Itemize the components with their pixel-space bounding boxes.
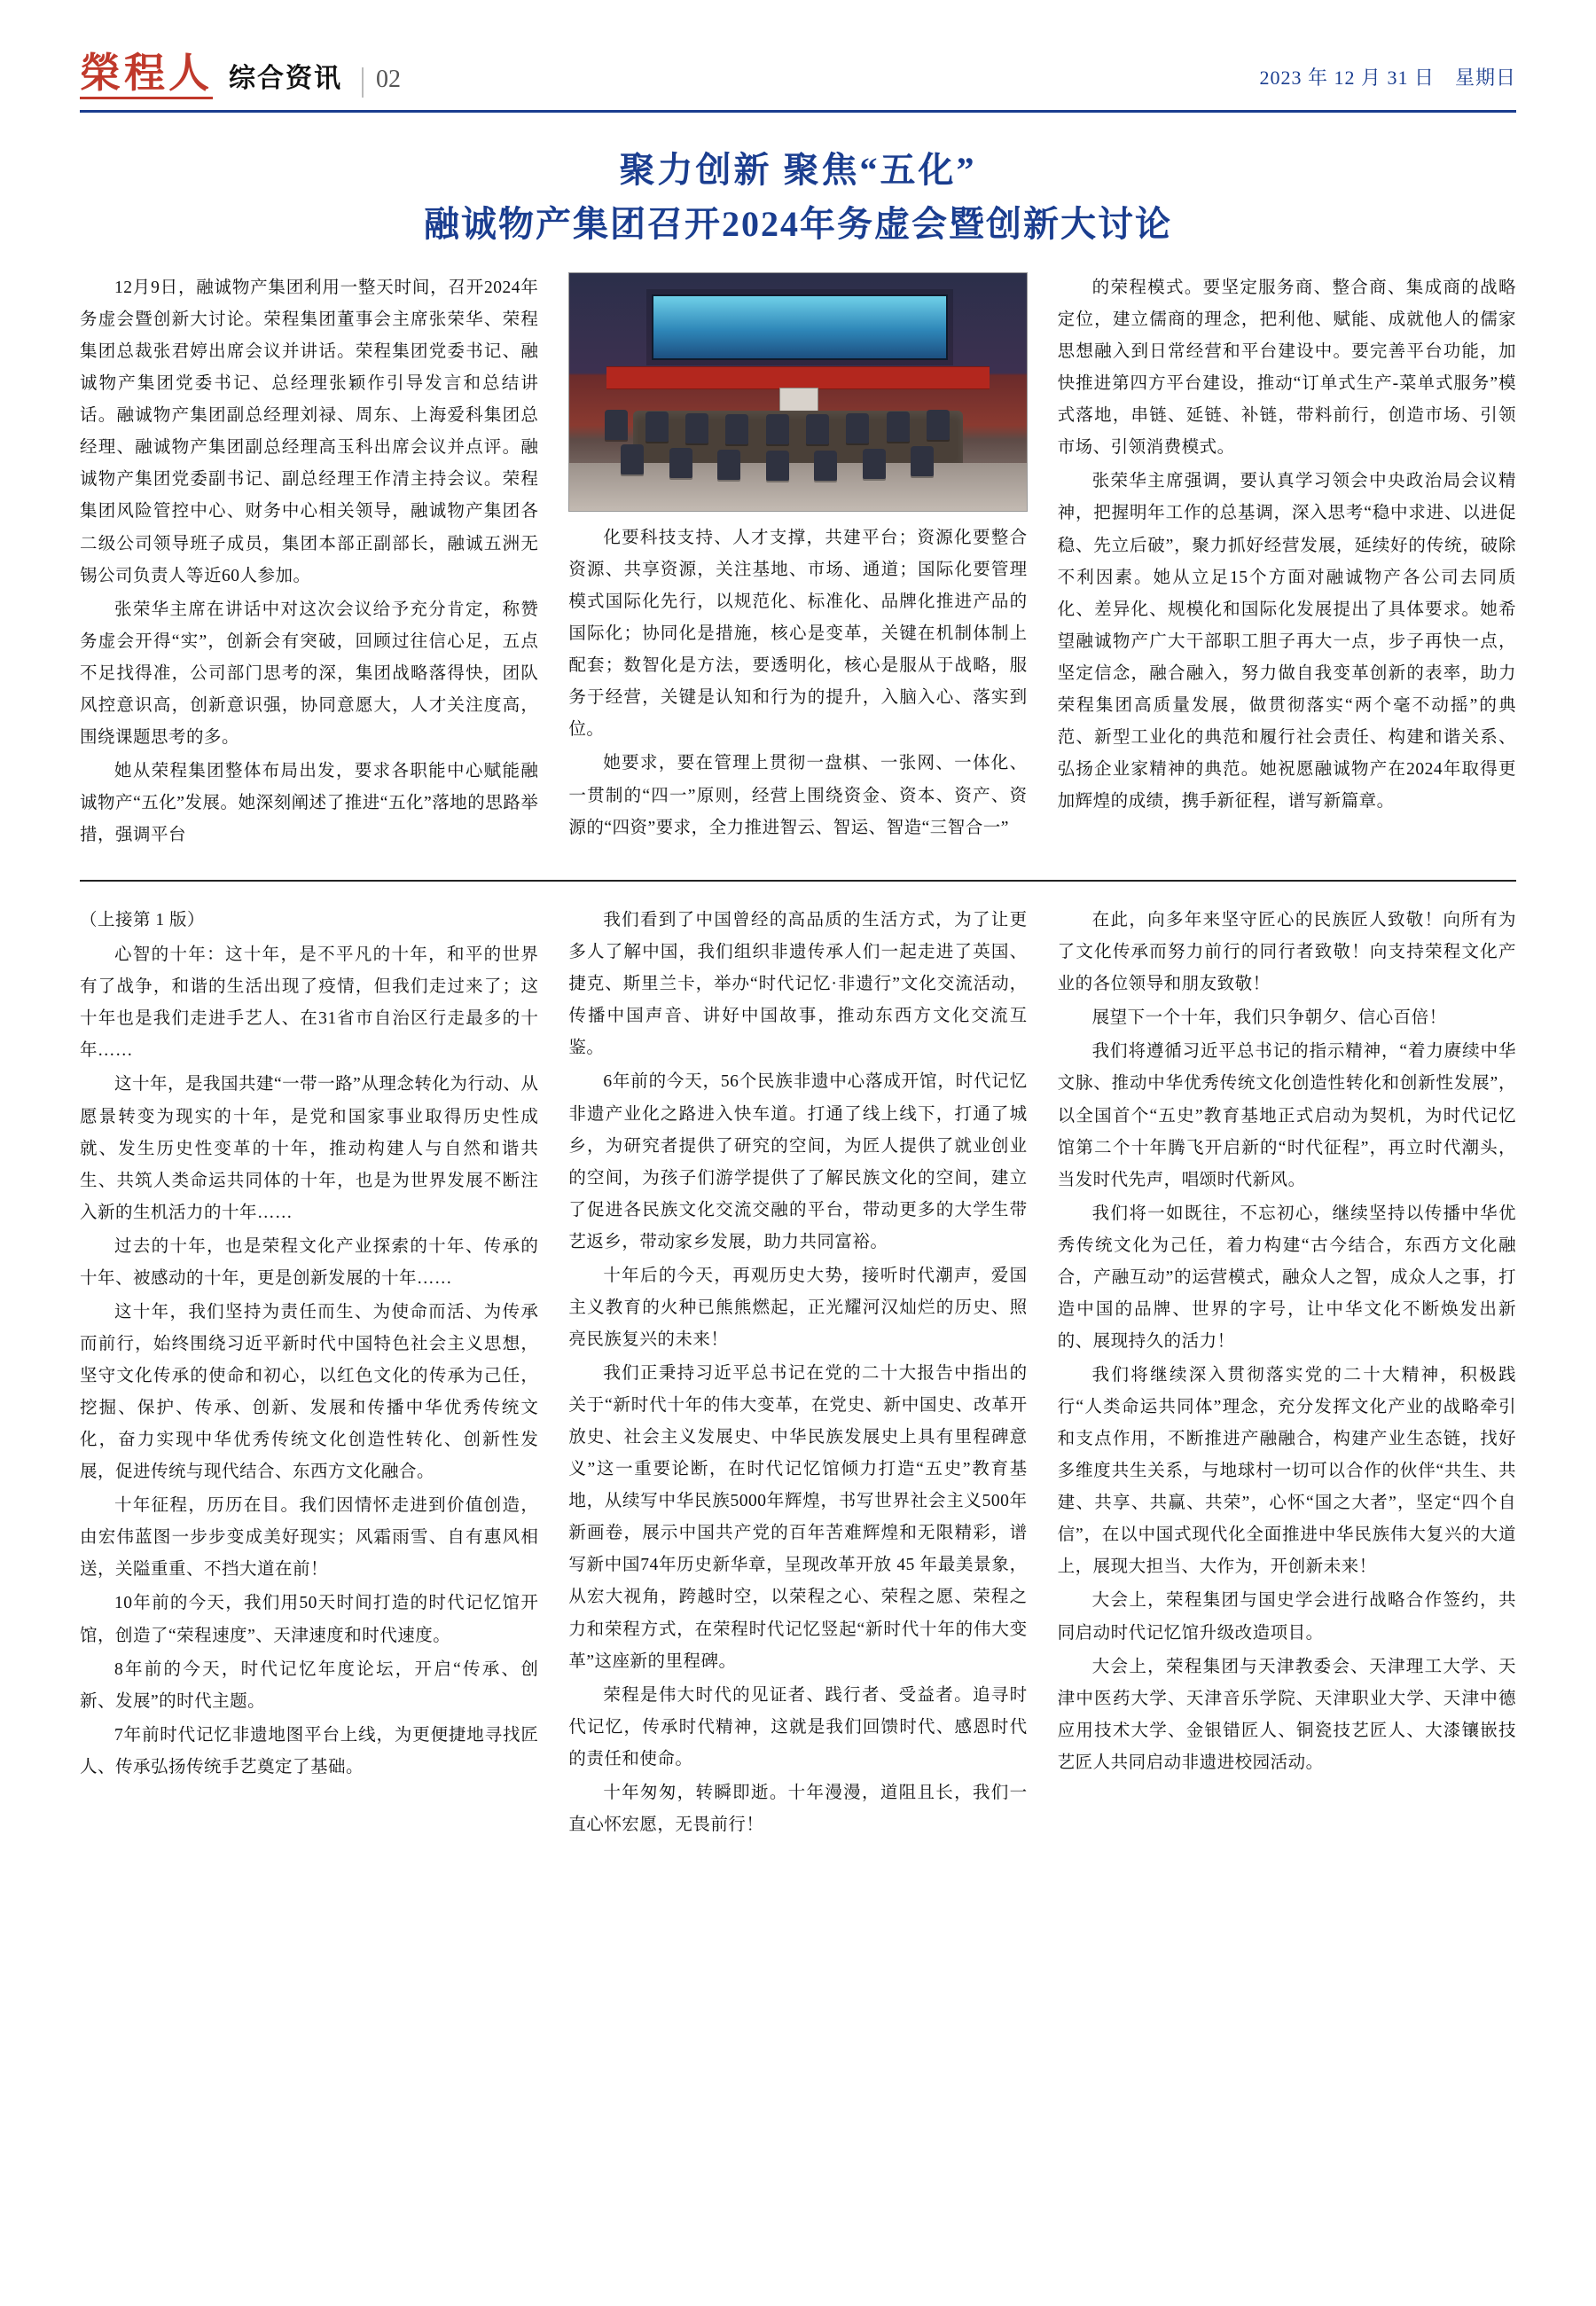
publication-date: 2023 年 12 月 31 日 星期日 — [1259, 67, 1516, 89]
page-number: 02 — [362, 67, 401, 98]
continued-from-note: （上接第 1 版） — [80, 911, 206, 930]
paragraph: 这十年，是我国共建“一带一路”从理念转化为行动、从愿景转变为现实的十年，是党和国家事业取得历史性成就、发生历史性变革的十年，推动构建人与自然和谐共生、共筑人类命运共同体的十年，也是为世界发展不断注入新的生机活力的十年…… — [80, 1075, 539, 1222]
paragraph: 我们将继续深入贯彻落实党的二十大精神，积极践行“人类命运共同体”理念，充分发挥文化产业的战略牵引和支点作用，不断推进产融融合，构建产业生态链，找好多维度共生关系，与地球村一切可以合作的伙伴“共生、共建、共享、共赢、共荣”，心怀“国之大者”，坚定“四个自信”，在以中国式现代化全面推进中华民族伟大复兴的大道上，展现大担当、大作为，开创新未来！ — [1057, 1366, 1516, 1577]
paragraph: 我们正秉持习近平总书记在党的二十大报告中指出的关于“新时代十年的伟大变革，在党史、新中国史、改革开放史、社会主义发展史、中华民族发展史上具有里程碑意义”这一重要论断，在时代记忆馆倾力打造“五史”教育基地，从续写中华民族5000年辉煌，书写世界社会主义500年新画卷，展示中国共产党的百年苦难辉煌和无限精彩，谱写新中国74年历史新华章，呈现改革开放 45 年最美景象，从宏大视角，跨越时空，以荣程之心、荣程之愿、荣程之力和荣程方式，在荣程时代记忆竖起“新时代十年的伟大变革”这座新的里程碑。 — [568, 1364, 1028, 1671]
paragraph: 十年征程，历历在目。我们因情怀走进到价值创造，由宏伟蓝图一步步变成美好现实；风霜雨雪、自有惠风相送，关隘重重、不挡大道在前！ — [80, 1496, 539, 1580]
section-name: 综合资讯 — [229, 64, 342, 93]
paragraph: 这十年，我们坚持为责任而生、为使命而活、为传承而前行，始终围绕习近平新时代中国特色社会主义思想，坚守文化传承的使命和初心，以红色文化的传承为己任，挖掘、保护、传承、创新、发展和传播中华优秀传统文化，奋力实现中华优秀传统文化创造性转化、创新性发展，促进传统与现代结合、东西方文化融合。 — [80, 1302, 539, 1482]
paragraph: 大会上，荣程集团与天津教委会、天津理工大学、天津中医药大学、天津音乐学院、天津职业大学、天津中德应用技术大学、金银错匠人、铜瓷技艺匠人、大漆镶嵌技艺匠人共同启动非遗进校园活动。 — [1057, 1657, 1516, 1772]
paragraph: 她要求，要在管理上贯彻一盘棋、一张网、一体化、一贯制的“四一”原则，经营上围绕资金、资本、资产、资源的“四资”要求，全力推进智云、智运、智造“三智合一” — [568, 754, 1028, 837]
paragraph: 6年前的今天，56个民族非遗中心落成开馆，时代记忆非遗产业化之路进入快车道。打通了线上线下，打通了城乡，为研究者提供了研究的空间，为匠人提供了就业创业的空间，为孩子们游学提供了了解民族文化的空间，建立了促进各民族文化交流交融的平台，带动更多的大学生带艺返乡，带动家乡发展，助力共同富裕。 — [568, 1072, 1028, 1251]
conference-photo — [568, 272, 1027, 512]
paragraph: 的荣程模式。要坚定服务商、整合商、集成商的战略定位，建立儒商的理念，把利他、赋能、成就他人的儒家思想融入到日常经营和平台建设中。要完善平台功能，加快推进第四方平台建设，推动“订单式生产-菜单式服务”模式落地，串链、延链、补链，带料前行，创造市场、引领市场、引领消费模式。 — [1057, 278, 1516, 458]
paragraph: 张荣华主席在讲话中对这次会议给予充分肯定，称赞务虚会开得“实”，创新会有突破，回顾过往信心足，五点不足找得准，公司部门思考的深，集团战略落得快，团队风控意识高，创新意识强，协同意愿大，人才关注度高，围绕课题思考的多。 — [80, 600, 539, 747]
paragraph: 十年匆匆，转瞬即逝。十年漫漫，道阻且长，我们一直心怀宏愿，无畏前行！ — [568, 1783, 1028, 1834]
photo-projection-screen — [652, 294, 948, 360]
article-continued-column-3 — [1058, 905, 1516, 1781]
paragraph: 在此，向多年来坚守匠心的民族匠人致敬！向所有为了文化传承而努力前行的同行者致敬！向支持荣程文化产业的各位领导和朋友致敬！ — [1057, 911, 1516, 994]
section-divider — [80, 880, 1516, 882]
paragraph: 张荣华主席强调，要认真学习领会中央政治局会议精神，把握明年工作的总基调，深入思考“稳中求进、以进促稳、先立后破”，聚力抓好经营发展，延续好的传统，破除不利因素。她从立足15个方面对融诚物产各公司去同质化、差异化、规模化和国际化发展提出了具体要求。她希望融诚物产广大干部职工胆子再大一点，步子再快一点，坚定信念，融合融入，努力做自我变革创新的表率，助力荣程集团高质量发展，做贯彻落实“两个毫不动摇”的典范、新型工业化的典范和履行社会责任、构建和谐关系、弘扬企业家精神的典范。她祝愿融诚物产在2024年取得更加辉煌的成绩，携手新征程，谱写新篇章。 — [1057, 472, 1516, 811]
paragraph: 大会上，荣程集团与国史学会进行战略合作签约，共同启动时代记忆馆升级改造项目。 — [1057, 1591, 1516, 1643]
article-main-column-1 — [80, 272, 538, 853]
masthead — [80, 0, 1516, 106]
article-main-column-2 — [568, 272, 1027, 846]
paragraph: 8年前的今天，时代记忆年度论坛，开启“传承、创新、发展”的时代主题。 — [80, 1659, 539, 1711]
paragraph: 10年前的今天，我们用50天时间打造的时代记忆馆开馆，创造了“荣程速度”、天津速度和时代速度。 — [80, 1594, 539, 1645]
headline-main: 聚力创新 聚焦“五化” — [619, 150, 977, 190]
article-continued-column-1 — [80, 905, 538, 1785]
article-continued-column-2 — [568, 905, 1027, 1843]
paragraph: 展望下一个十年，我们只争朝夕、信心百倍！ — [1091, 1008, 1447, 1028]
paragraph: 我们将遵循习近平总书记的指示精神，“着力赓续中华文脉、推动中华优秀传统文化创造性转化和创新性发展”，以全国首个“五史”教育基地正式启动为契机，为时代记忆馆第二个十年腾飞开启新的“时代征程”，再立时代潮头，当发时代先声，唱颂时代新风。 — [1057, 1042, 1516, 1189]
paragraph: 12月9日，融诚物产集团利用一整天时间，召开2024年务虚会暨创新大讨论。荣程集团董事会主席张荣华、荣程集团总裁张君婷出席会议并讲话。荣程集团党委书记、融诚物产集团党委书记、总经理张颖作引导发言和总结讲话。融诚物产集团副总经理刘禄、周东、上海爱科集团总经理、融诚物产集团副总经理高玉科出席会议并点评。融诚物产集团党委副书记、副总经理王作清主持会议。荣程集团风险管控中心、财务中心相关领导，融诚物产集团各二级公司领导班子成员，集团本部正副部长，融诚五洲无锡公司负责人等近60人参加。 — [80, 278, 539, 585]
photo-chairs — [597, 392, 998, 482]
article-continued — [80, 905, 1516, 1843]
headline-block — [80, 113, 1516, 272]
paragraph: 荣程是伟大时代的见证者、践行者、受益者。追寻时代记忆，传承时代精神，这就是我们回馈时代、感恩时代的责任和使命。 — [568, 1685, 1028, 1769]
article-main — [80, 272, 1516, 853]
photo-red-banner — [606, 366, 990, 389]
brand-logo: 榮程人 — [80, 51, 213, 96]
paragraph: 我们将一如既往，不忘初心，继续坚持以传播中华优秀传统文化为己任，着力构建“古今结合，东西方文化融合，产融互动”的运营模式，融众人之智，成众人之事，打造中国的品牌、世界的字号，让中华文化不断焕发出新的、展现持久的活力！ — [1057, 1204, 1516, 1351]
paragraph: 过去的十年，也是荣程文化产业探索的十年、传承的十年、被感动的十年，更是创新发展的十年…… — [80, 1236, 539, 1288]
paragraph: 心智的十年：这十年，是不平凡的十年，和平的世界有了战争，和谐的生活出现了疫情，但我们走过来了；这十年也是我们走进手艺人、在31省市自治区行走最多的十年…… — [80, 945, 539, 1061]
paragraph: 她从荣程集团整体布局出发，要求各职能中心赋能融诚物产“五化”发展。她深刻阐述了推进“五化”落地的思路举措，强调平台 — [80, 761, 539, 845]
paragraph: 我们看到了中国曾经的高品质的生活方式，为了让更多人了解中国，我们组织非遗传承人们一起走进了英国、捷克、斯里兰卡，举办“时代记忆·非遗行”文化交流活动，传播中国声音、讲好中国故事，推动东西方文化交流互鉴。 — [568, 911, 1028, 1058]
headline-sub: 融诚物产集团召开2024年务虚会暨创新大讨论 — [424, 204, 1172, 244]
article-main-column-3 — [1058, 272, 1516, 820]
masthead-left-group — [80, 53, 401, 98]
paragraph: 7年前时代记忆非遗地图平台上线，为更便捷地寻找匠人、传承弘扬传统手艺奠定了基础。 — [80, 1725, 539, 1777]
paragraph: 化要科技支持、人才支撑，共建平台；资源化要整合资源、共享资源，关注基地、市场、通道；国际化要管理模式国际化先行，以规范化、标准化、品牌化推进产品的国际化；协同化是措施，核心是变革，关键在机制体制上配套；数智化是方法，要透明化，核心是服从于战略，服务于经营，关键是认知和行为的提升，入脑入心、落实到位。 — [568, 529, 1028, 740]
paragraph: 十年后的今天，再观历史大势，接听时代潮声，爱国主义教育的火种已熊熊燃起，正光耀河汉灿烂的历史、照亮民族复兴的未来！ — [568, 1266, 1028, 1349]
